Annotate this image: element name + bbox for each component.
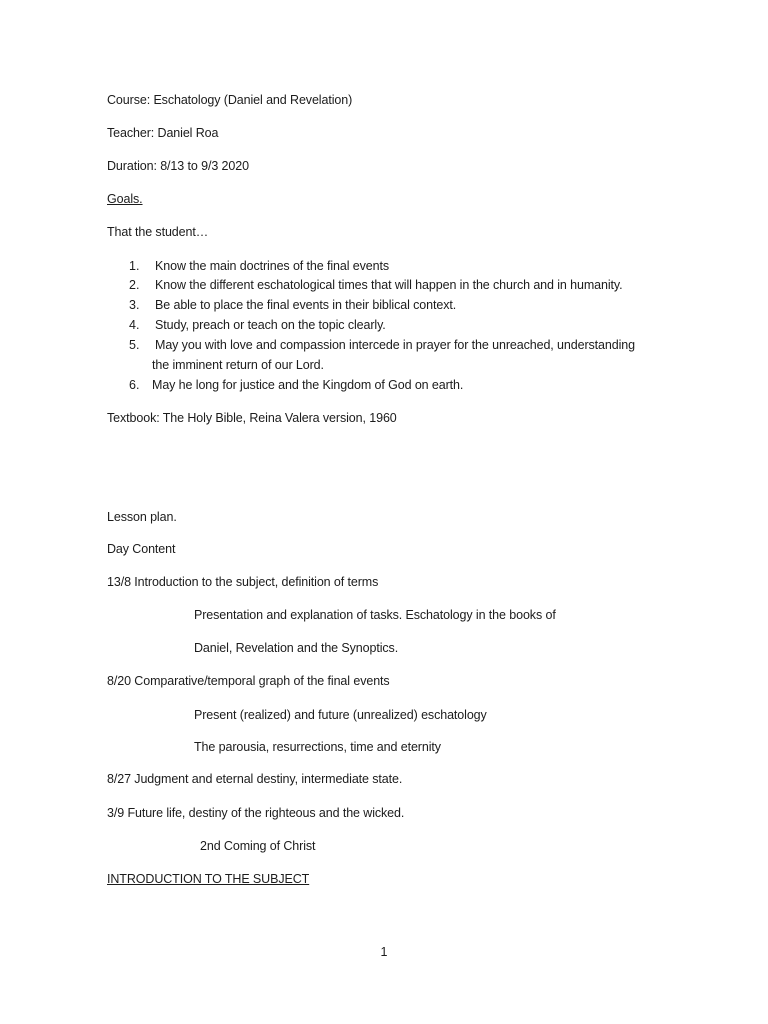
goal-number: 3. [129,298,140,312]
goal-item: Know the different eschatological times that will happen in the church and in humanity. [155,278,623,292]
lesson-entry: 13/8 Introduction to the subject, definition of terms [107,575,379,589]
duration-line: Duration: 8/13 to 9/3 2020 [107,159,249,173]
teacher-line: Teacher: Daniel Roa [107,126,219,140]
lesson-entry-detail: Present (realized) and future (unrealized) eschatology [194,708,487,722]
goal-number: 6. [129,378,140,392]
lesson-entry: 8/20 Comparative/temporal graph of the final events [107,674,390,688]
goal-number: 4. [129,318,140,332]
lesson-entry-detail: Presentation and explanation of tasks. Eschatology in the books of [194,608,556,622]
goals-heading: Goals. [107,192,143,206]
goal-item: Be able to place the final events in their biblical context. [155,298,457,312]
course-line: Course: Eschatology (Daniel and Revelation) [107,93,353,107]
goal-item-continuation: the imminent return of our Lord. [152,358,324,372]
lesson-entry-detail: The parousia, resurrections, time and eternity [194,740,441,754]
lesson-plan-heading: Lesson plan. [107,510,177,524]
lesson-entry-detail: 2nd Coming of Christ [200,839,316,853]
lesson-entry: 3/9 Future life, destiny of the righteous and the wicked. [107,806,405,820]
goals-intro: That the student… [107,225,209,239]
textbook-line: Textbook: The Holy Bible, Reina Valera version, 1960 [107,411,397,425]
goal-item: Know the main doctrines of the final events [155,259,390,273]
goal-item: Study, preach or teach on the topic clearly. [155,318,386,332]
goal-number: 1. [129,259,140,273]
lesson-entry: 8/27 Judgment and eternal destiny, intermediate state. [107,772,403,786]
section-heading: INTRODUCTION TO THE SUBJECT [107,872,310,886]
goal-number: 5. [129,338,140,352]
lesson-plan-columns: Day Content [107,542,176,556]
goal-item: May you with love and compassion intercede in prayer for the unreached, understanding [155,338,635,352]
goal-number: 2. [129,278,140,292]
lesson-entry-detail: Daniel, Revelation and the Synoptics. [194,641,399,655]
goal-item: May he long for justice and the Kingdom of God on earth. [152,378,464,392]
page-number: 1 [380,945,388,959]
